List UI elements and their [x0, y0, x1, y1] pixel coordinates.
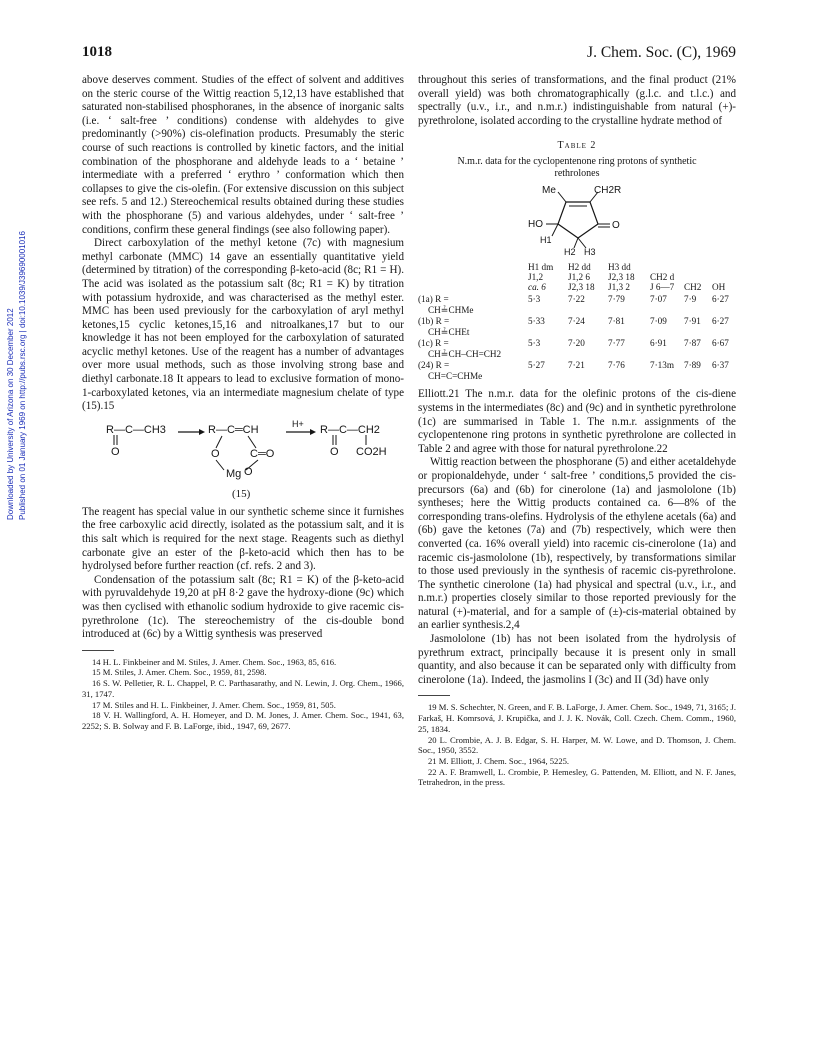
structure-h1: H1: [540, 235, 552, 246]
paragraph: Elliott.21 The n.m.r. data for the olefinic protons of the cis-diene systems in the intermediates (8c) and (9c) and in synthetic pyrethrolone (1c) are summarised in Table 1. The n.m.r. assignments of the cyclopentenone ring protons in synthetic pyrethrolone are collected in Table 2 and agree with those for natural pyrethrolone.22: [418, 388, 736, 455]
journal-running-head: J. Chem. Soc. (C), 1969: [587, 44, 736, 61]
footnote: 17 M. Stiles and H. L. Finkbeiner, J. Amer. Chem. Soc., 1959, 81, 505.: [92, 699, 336, 710]
footnote: 22 A. F. Bramwell, L. Crombie, P. Hemesley, G. Pattenden, M. Elliott, and N. F. Janes, Tetrahedron, in the press.: [418, 766, 736, 788]
table-cell: 6·67: [712, 338, 729, 349]
table-cell: 7·87: [684, 338, 701, 349]
footnote: 19 M. S. Schechter, N. Green, and F. B. LaForge, J. Amer. Chem. Soc., 1949, 71, 3165; J. Farkaš, H. Komrsová, J. Krupička, and J. J. K. Novák, Coll. Czech. Chem. Comm., 1960, 25, 1834.: [418, 702, 736, 734]
table-cell: 5·3: [528, 294, 541, 305]
row-substituent: CH=C=CHMe: [428, 371, 483, 382]
col-header: OH: [712, 282, 726, 293]
table-cell: 6·91: [650, 338, 667, 349]
table-cell: 7·09: [650, 316, 667, 327]
paragraph: Condensation of the potassium salt (8c; R1 = K) of the β-keto-acid with pyruvaldehyde 19,20 at pH 8·2 gave the hydroxy-dione (9c) which was then cyclised with ethanolic sodium hydroxide to give racemic cis-pyrethrolone (1c). The stereochemistry of the cis-double bond introduced at (6c) by a Wittig synthesis was preserved: [82, 573, 404, 641]
structure-ch2r: CH2R: [594, 185, 622, 197]
download-line: Downloaded by University of Arizona on 30 December 2012: [6, 308, 15, 520]
paragraph: Wittig reaction between the phosphorane (5) and either acetaldehyde or propionaldehyde, under ‘ salt-free ’ conditions,5 provided the cis-precursors (6a) and (6b) for cinerolone (1a) and jasmololone (1b) syntheses; here the Wittig products contained ca. 6—8% of the corresponding trans-olefins. Hydrolysis of the ethylene acetals (6a) and (6b) gave the ketones (7a) and (7b) respectively, which were then converted (ca. 16% overall yield) into racemic cis-cinerolone (1a) and racemic cis-jasmololone (1b), respectively, by transformations similar to those used previously in the synthesis of racemic cis-pyrethrolone. The synthetic cinerolone (1a) had physical and spectral (u.v., i.r., and n.m.r.) properties closely similar to those reported previously for the natural (+)-material, and for a sample of (±)-cis-material obtained by an earlier synthesis.2,4: [418, 456, 736, 632]
table-cell: 6·27: [712, 316, 729, 327]
row-label: (1a) R =: [418, 294, 449, 305]
structure-bonds: [418, 184, 736, 256]
published-line: Published on 01 January 1969 on http://pubs.rsc.org | doi:10.1039/J39690001016: [18, 231, 27, 520]
col-header: CH2: [684, 282, 702, 293]
table-cell: 7·24: [568, 316, 585, 327]
structure-me: Me: [542, 185, 556, 197]
scheme-ring-oxygen: O: [211, 447, 220, 460]
footnote: 20 L. Crombie, A. J. B. Edgar, S. H. Harper, M. W. Lowe, and D. Thomson, J. Chem. Soc., 1950, 3552.: [418, 734, 736, 756]
table-cell: 7·77: [608, 338, 625, 349]
page-number: 1018: [82, 44, 112, 60]
right-column: [418, 74, 736, 788]
paragraph: throughout this series of transformations, and the final product (21% overall yield) was both chromatographically (g.l.c. and t.l.c.) and spectrally (u.v., i.r., and n.m.r.) indistinguishable from natural (+)-pyrethrolone, isolated according to the crystalline hydrate method of: [418, 74, 736, 127]
table-cell: 7·89: [684, 360, 701, 371]
cyclopentenone-structure: [418, 184, 736, 256]
table-cell: 5·3: [528, 338, 541, 349]
structure-ho: HO: [528, 219, 543, 231]
row-substituent: CH≟CH–CH=CH2: [428, 349, 502, 360]
scheme-label: (15): [232, 487, 251, 500]
col-header-sub: J1,3 2: [608, 282, 630, 293]
footnotes-left: [82, 657, 404, 732]
table-cell: 7·79: [608, 294, 625, 305]
table-cell: 7·81: [608, 316, 625, 327]
table-label: Table 2: [557, 140, 597, 152]
row-label: (1c) R =: [418, 338, 449, 349]
table-cell: 7·9: [684, 294, 697, 305]
download-watermark: [6, 231, 27, 520]
paragraph: The reagent has special value in our synthetic scheme since it furnishes the free carboxylic acid directly, isolated as the potassium salt, and it is this salt which is required for the next stage. Reagents such as diethyl carbonate give an ester of the β-keto-acid which then has to be hydrolysed before further reaction (cf. refs. 2 and 3).: [82, 505, 404, 573]
col-header-sub: J1,2: [528, 272, 544, 283]
col-header: H1 dm: [528, 262, 554, 273]
paragraph: Direct carboxylation of the methyl ketone (7c) with magnesium methyl carbonate (MMC) 14 gave an essentially quantitative yield (determined by titration) of the corresponding β-keto-acid (8c; R1 = H). The acid was isolated as the potassium salt (8c; R1 = K) by titration with potassium hydroxide, and was characterised as the methyl ester. MMC has been used previously for the carboxylation of aryl methyl ketones,15 cyclic ketones,15,16 and nitroalkanes,17 but to our knowledge it has not been employed for the carboxylation of saturated acyclic methyl ketones. Use of the reagent has a number of advantages over more usual methods, such as those involving strong base and diethyl carbonate.18 It appears to lead to exclusive formation of mono-1-carboxylated ketones, via an intermediate magnesium chelate of type (15).15: [82, 237, 404, 413]
structure-h3: H3: [584, 247, 596, 258]
table-cell: 7·91: [684, 316, 701, 327]
table-cell: 7·07: [650, 294, 667, 305]
footnote-rule: [418, 695, 450, 696]
row-substituent: CH≟CHMe: [428, 305, 474, 316]
row-label: (1b) R =: [418, 316, 450, 327]
footnote: 14 H. L. Finkbeiner and M. Stiles, J. Amer. Chem. Soc., 1963, 85, 616.: [92, 656, 337, 667]
footnote: 21 M. Elliott, J. Chem. Soc., 1964, 5225.: [428, 755, 570, 766]
col-header: CH2 d: [650, 272, 675, 283]
col-header: H2 dd: [568, 262, 591, 273]
footnotes-right: [418, 702, 736, 788]
table-cell: 7·22: [568, 294, 585, 305]
scheme-acid-label: H+: [292, 418, 304, 429]
scheme-ring-oxygen-2: O: [244, 465, 253, 478]
row-label: (24) R =: [418, 360, 450, 371]
table-cell: 6·27: [712, 294, 729, 305]
paragraph: Jasmololone (1b) has not been isolated from the hydrolysis of pyrethrum extract, principally because it is present only in small quantity, and also because it can be separated only with difficulty from cinerolone (1a). Indeed, the jasmolins I (3c) and II (3d) have only: [418, 633, 736, 686]
table-cell: 6·37: [712, 360, 729, 371]
col-header-sub: ca. 6: [528, 282, 546, 293]
scheme-product: R—C—CH2: [320, 423, 380, 436]
reaction-scheme: [82, 418, 404, 506]
scheme-product-oxygen: O: [330, 445, 339, 458]
table-cell: 7·20: [568, 338, 585, 349]
table-cell: 7·13m: [650, 360, 674, 371]
nmr-table: [418, 262, 736, 382]
structure-o: O: [612, 220, 620, 232]
col-header-sub: J1,2 6: [568, 272, 590, 283]
footnote: 15 M. Stiles, J. Amer. Chem. Soc., 1959, 81, 2598.: [92, 667, 267, 678]
table-cell: 5·27: [528, 360, 545, 371]
col-header-sub: J2,3 18: [568, 282, 595, 293]
left-column: [82, 74, 404, 732]
scheme-reactant: R—C—CH3: [106, 423, 166, 436]
scheme-product-co2h: CO2H: [356, 445, 387, 458]
table-cell: 7·21: [568, 360, 585, 371]
table-caption: N.m.r. data for the cyclopentenone ring protons of synthetic rethrolones: [457, 156, 697, 180]
scheme-reactant-oxygen: O: [111, 445, 120, 458]
table-cell: 5·33: [528, 316, 545, 327]
col-header-sub: J 6—7: [650, 282, 675, 293]
footnote: 18 V. H. Wallingford, A. H. Homeyer, and D. M. Jones, J. Amer. Chem. Soc., 1941, 63, 2252; S. B. Solway and F. B. LaForge, ibid., 1947, 69, 2677.: [82, 710, 404, 731]
footnote-rule: [82, 650, 114, 651]
scheme-magnesium: Mg: [226, 467, 242, 480]
col-header-sub: J2,3 18: [608, 272, 635, 283]
table-cell: 7·76: [608, 360, 625, 371]
footnote: 16 S. W. Pelletier, R. L. Chappel, P. C. Parthasarathy, and N. Lewin, J. Org. Chem., 1966, 31, 1747.: [82, 678, 404, 699]
row-substituent: CH≟CHEt: [428, 327, 470, 338]
structure-h2: H2: [564, 247, 576, 258]
scheme-enolate: R—C═CH: [208, 423, 259, 436]
table-2: [418, 140, 736, 382]
paragraph: above deserves comment. Studies of the effect of solvent and additives on the steric course of the Wittig reaction 5,12,13 have established that saturated non-stabilised phosphoranes, in the absence of inorganic salts (i.e. ‘ salt-free ’ conditions) condense with aldehydes to give predominantly (>90%) cis-olefination products. Presumably the steric course of such reactions is controlled by kinetic factors, and the initial combination of the phosphorane and aldehyde leads to a ‘ betaine ’ intermediate with a preferred ‘ erythro ’ conformation which then collapses to give the cis-olefin. (For extensive discussion on this subject see refs. 5 and 12.) Stereochemical results obtained during these studies with the phosphorane (5) and various aldehydes, under ‘ salt-free ’ conditions, confirm these general findings (see also following paper).: [82, 74, 404, 236]
scheme-ring-carbonyl: C═O: [250, 447, 275, 460]
col-header: H3 dd: [608, 262, 631, 273]
